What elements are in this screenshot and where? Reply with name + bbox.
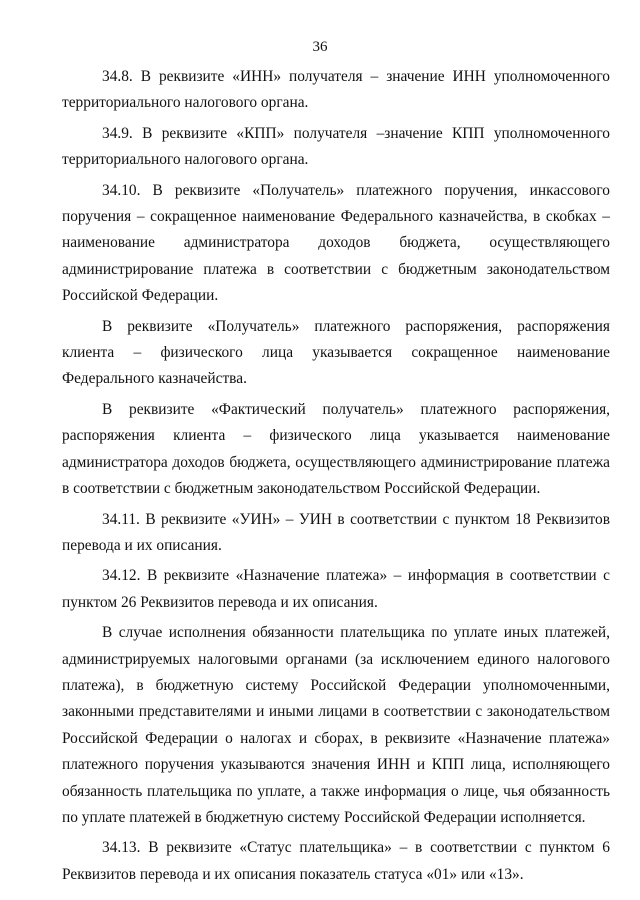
paragraph-other-payments: В случае исполнения обязанности плательщика по уплате иных платежей, администрируемых налоговыми органами (за исключением единого налогового платежа), в бюджетную систему Российской Федерации уполномоченными, законными представителями и иными лицами в соответствии с законодательством Российской Федерации о налогах и сборах, в реквизите «Назначение платежа» платежного поручения указываются значения ИНН и КПП лица, исполняющего обязанность плательщика по уплате, а также информация о лице, чья обязанность по уплате платежей в бюджетную систему Российской Федерации исполняется. (62, 624, 610, 826)
page-number: 36 (312, 39, 328, 55)
paragraph-34-9: 34.9. В реквизите «КПП» получателя –значение КПП уполномоченного территориального налогового органа. (62, 124, 610, 169)
paragraph-34-13: 34.13. В реквизите «Статус плательщика» – в соответствии с пунктом 6 Реквизитов перевода и их описания показатель статуса «01» или «13». (62, 839, 610, 883)
paragraph-34-12: 34.12. В реквизите «Назначение платежа» – информация в соответствии с пунктом 26 Реквизитов перевода и их описания. (62, 567, 610, 611)
paragraph-34-11: 34.11. В реквизите «УИН» – УИН в соответствии с пунктом 18 Реквизитов перевода и их описания. (62, 510, 610, 554)
paragraph-recipient-individual: В реквизите «Получатель» платежного распоряжения, распоряжения клиента – физического лица указывается сокращенное наименование Федерального казначейства. (62, 317, 610, 388)
paragraph-34-10: 34.10. В реквизите «Получатель» платежного поручения, инкассового поручения – сокращенное наименование Федерального казначейства, в скобках – наименование администратора доходов бюджета, осуществляющего администрирование платежа в соответствии с бюджетным законодательством Российской Федерации. (62, 181, 610, 305)
paragraph-actual-recipient: В реквизите «Фактический получатель» платежного распоряжения, распоряжения клиента – физического лица указывается наименование администратора доходов бюджета, осуществляющего администрирование платежа в соответствии с бюджетным законодательством Российской Федерации. (62, 400, 610, 498)
paragraph-34-8: 34.8. В реквизите «ИНН» получателя – значение ИНН уполномоченного территориального налогового органа. (62, 68, 610, 112)
document-body (62, 64, 610, 892)
